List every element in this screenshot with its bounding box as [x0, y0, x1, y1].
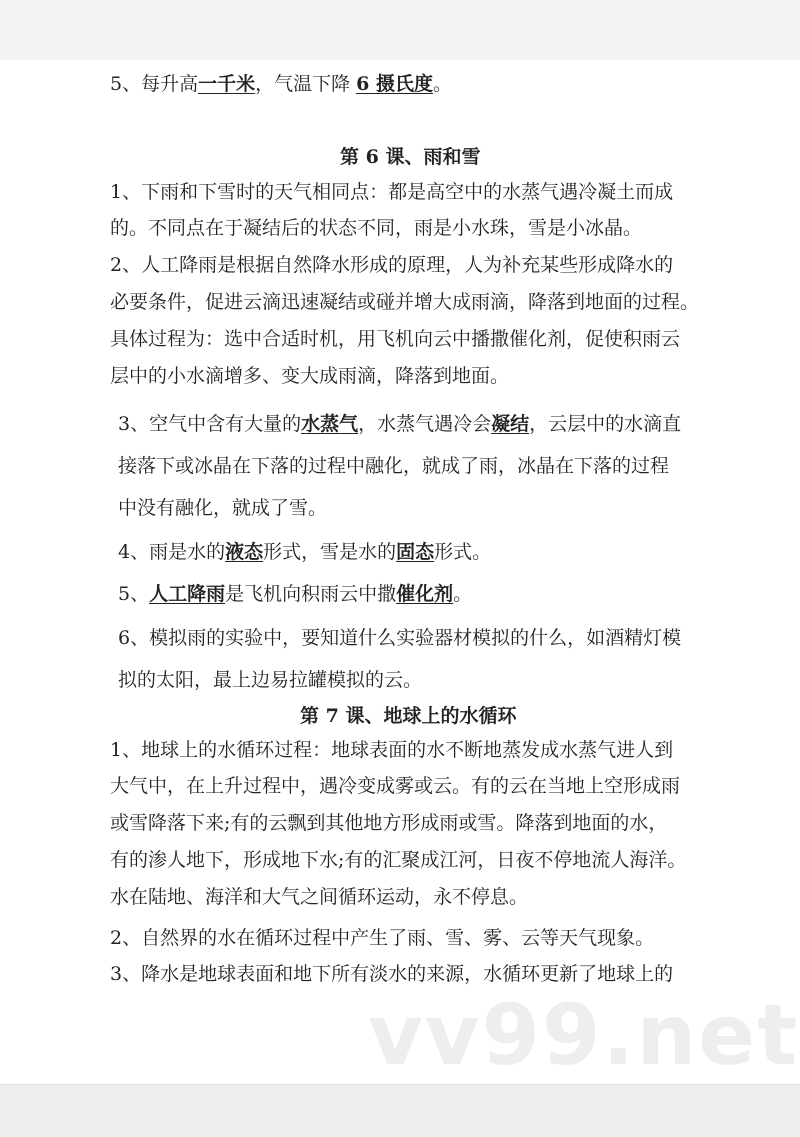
lesson6-title: 第 6 课、雨和雪 — [340, 146, 481, 168]
keyword: 固态 — [396, 541, 435, 563]
keyword: 催化剂 — [396, 583, 454, 605]
lesson6-item6-line2: 拟的太阳，最上边易拉罐模拟的云。 — [118, 669, 423, 691]
lesson5-item5: 5、每升高一千米，气温下降 6 摄氏度。 — [110, 73, 453, 95]
keyword: 人工降雨 — [149, 583, 226, 605]
lesson7-item1-line1: 1、地球上的水循环过程：地球表面的水不断地蒸发成水蒸气进人到 — [110, 739, 674, 761]
lesson6-item3-line3: 中没有融化，就成了雪。 — [118, 497, 328, 519]
lesson6-item3-line2: 接落下或冰晶在下落的过程中融化，就成了雨，冰晶在下落的过程 — [118, 455, 670, 477]
lesson6-item4: 4、雨是水的液态形式，雪是水的固态形式。 — [118, 541, 492, 563]
lesson6-item2-line1: 2、人工降雨是根据自然降水形成的原理，人为补充某些形成降水的 — [110, 254, 674, 276]
lesson7-item3-line1: 3、降水是地球表面和地下所有淡水的来源，水循环更新了地球上的 — [110, 963, 674, 985]
lesson7-title: 第 7 课、地球上的水循环 — [300, 705, 517, 727]
keyword: 6 摄氏度 — [356, 73, 433, 95]
lesson7-item2: 2、自然界的水在循环过程中产生了雨、雪、雾、云等天气现象。 — [110, 927, 655, 949]
page-top-margin — [0, 0, 800, 60]
lesson6-item3-line1: 3、空气中含有大量的水蒸气，水蒸气遇冷会凝结，云层中的水滴直 — [118, 413, 682, 435]
keyword: 一千米 — [198, 73, 256, 95]
lesson6-item2-line3: 具体过程为：选中合适时机，用飞机向云中播撒催化剂，促使积雨云 — [110, 328, 681, 350]
lesson6-item2-line2: 必要条件，促进云滴迅速凝结或碰并增大成雨滴，降落到地面的过程。 — [110, 291, 700, 313]
lesson6-item1-line1: 1、下雨和下雪时的天气相同点：都是高空中的水蒸气遇冷凝土而成 — [110, 181, 674, 203]
keyword: 凝结 — [491, 413, 530, 435]
lesson6-item6-line1: 6、模拟雨的实验中，要知道什么实验器材模拟的什么，如酒精灯模 — [118, 627, 682, 649]
keyword: 液态 — [225, 541, 264, 563]
watermark: vv99.net — [368, 986, 800, 1084]
lesson7-item1-line2: 大气中，在上升过程中，遇冷变成雾或云。有的云在当地上空形成雨 — [110, 775, 681, 797]
lesson7-item1-line3: 或雪降落下来;有的云飘到其他地方形成雨或雪。降落到地面的水， — [110, 812, 668, 834]
keyword: 水蒸气 — [301, 413, 359, 435]
lesson7-item1-line4: 有的渗人地下，形成地下水;有的汇聚成江河，日夜不停地流人海洋。 — [110, 849, 687, 871]
lesson6-item5: 5、人工降雨是飞机向积雨云中撒催化剂。 — [118, 583, 473, 605]
page-bottom-margin — [0, 1084, 800, 1137]
lesson7-item1-line5: 水在陆地、海洋和大气之间循环运动，永不停息。 — [110, 886, 529, 908]
lesson6-item2-line4: 层中的小水滴增多、变大成雨滴，降落到地面。 — [110, 365, 510, 387]
lesson6-item1-line2: 的。不同点在于凝结后的状态不同，雨是小水珠，雪是小冰晶。 — [110, 217, 643, 239]
